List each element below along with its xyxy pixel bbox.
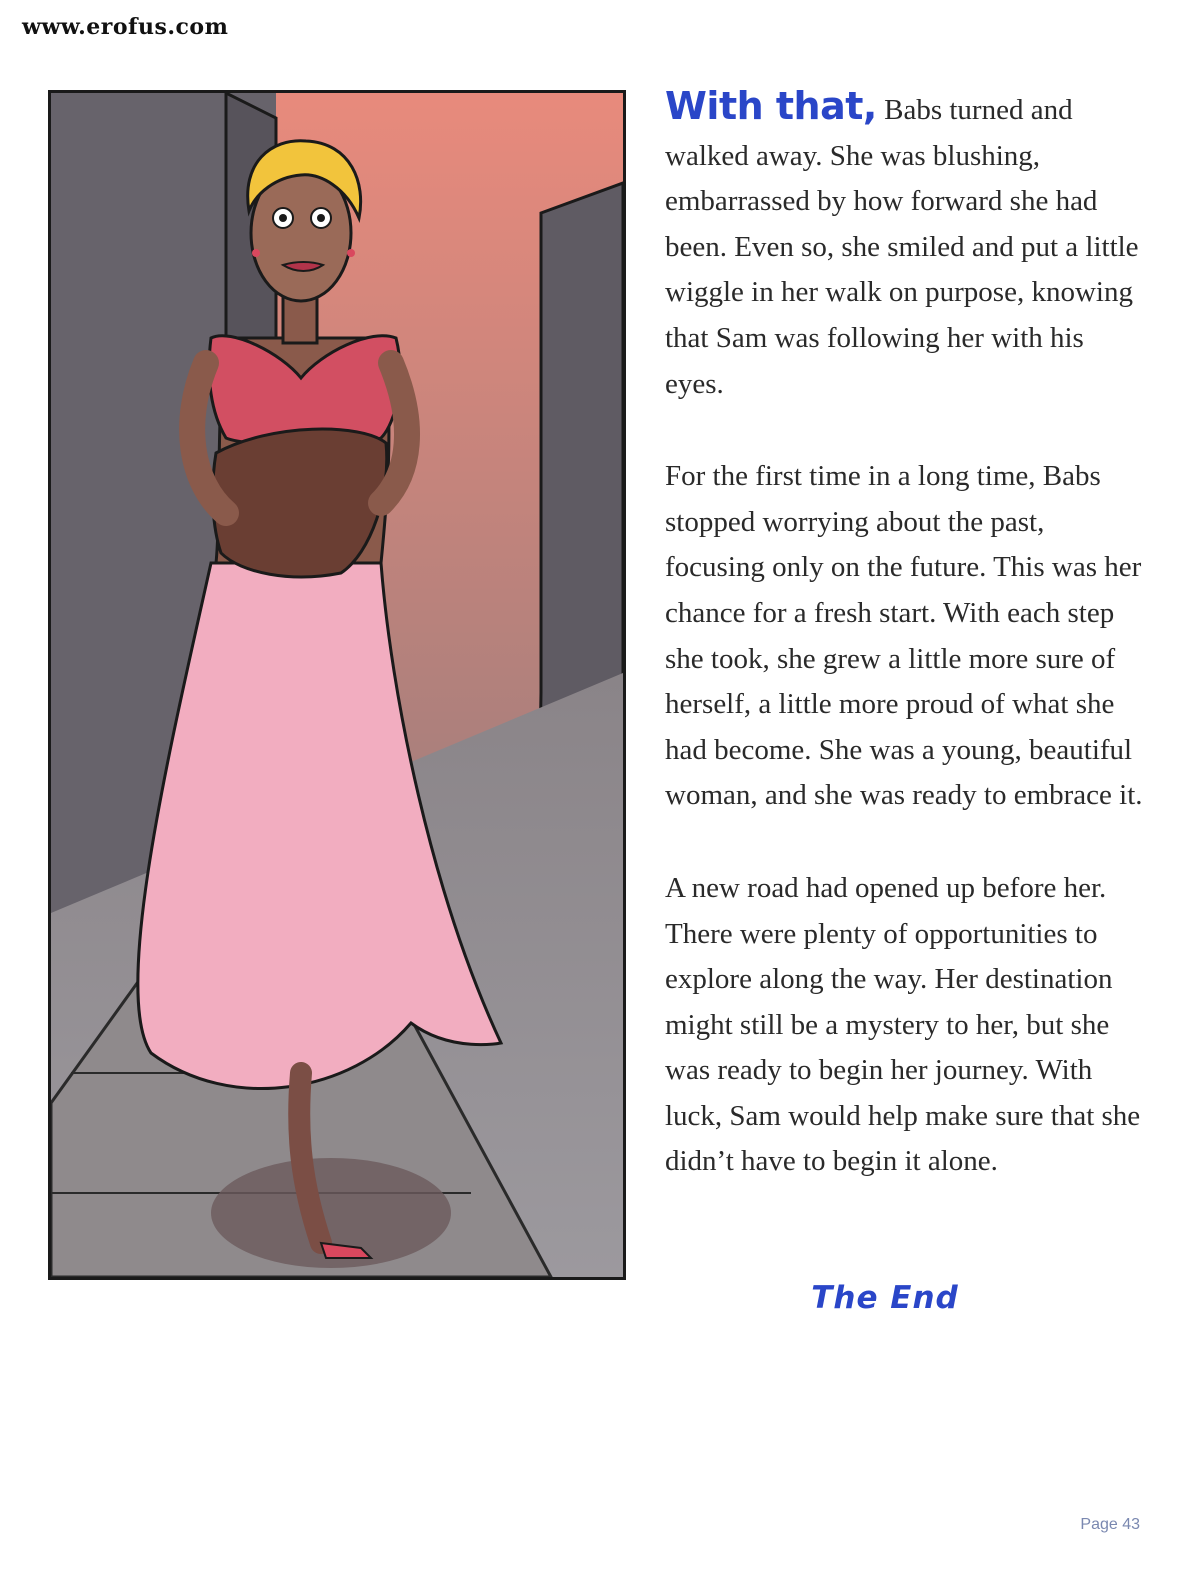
the-end-heading: The End (811, 1280, 959, 1316)
comic-panel-illustration (48, 90, 626, 1280)
story-paragraph-2: For the first time in a long time, Babs stopped worrying about the past, focusing only on the future. This was her chance for a fresh start. With each step she took, she grew a little more sure of herself, a little more proud of what she had become. She was a young, beautiful woman, and she was ready to embrace it. (665, 460, 1143, 812)
story-paragraph-3: A new road had opened up before her. There were plenty of opportunities to explore along the way. Her destination might still be a mystery to her, but she was ready to begin her journey. With luck, Sam would help make sure that she didn’t have to begin it alone. (665, 871, 1141, 1178)
site-watermark: www.erofus.com (22, 14, 229, 40)
page-number: Page 43 (1080, 1516, 1140, 1533)
story-text-column (665, 84, 1145, 1232)
paragraph-1-text: Babs turned and walked away. She was blushing, embarrassed by how forward she had been. Even so, she smiled and put a little wiggle in her walk on purpose, knowing that Sam was following her with his eyes. (665, 94, 1139, 400)
lead-in-phrase: With that, (665, 84, 877, 128)
panel-artwork (51, 93, 623, 1277)
story-paragraph-1 (665, 84, 1145, 407)
